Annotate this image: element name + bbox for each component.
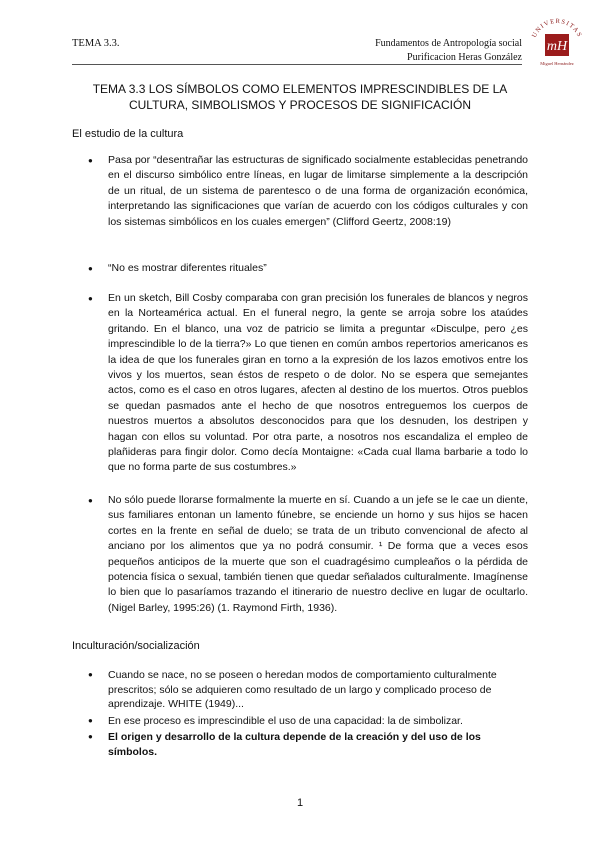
bullet-list-inculturacion [88,668,528,761]
header-author: Purificacion Heras González [407,52,522,63]
document-title: TEMA 3.3 LOS SÍMBOLOS COMO ELEMENTOS IMPRESCINDIBLES DE LA CULTURA, SIMBOLISMOS Y PROCESOS DE SIGNIFICACIÓN [92,82,508,112]
bullet-rituales: ● “No es mostrar diferentes rituales” [88,261,528,276]
header-rule [72,64,522,65]
bullet-cosby: ● En un sketch, Bill Cosby comparaba con gran precisión los funerales de blancos y negros en la Norteamérica actual. En el funeral negro, la gente se arroja sobre los ataúdes gritando. En el blanco, una voz de patricio se limita a preguntar «Disculpe, pero ¿es imprescindible lo de la tierra?» Lo que tienen en común ambos repertorios americanos es la idea de que los funerales giran en torno a la expresión de los lazos emotivos entre los vivos y los muertos, sean éstos de respeto o de dolor. No se espera que semejantes actos, como es el caso en otros lugares, afecten al destino de los muertos. Otros pueblos se quedan pasmados ante el hecho de que nosotros entreguemos los cuerpos de nuestros muertos a absolutos desconocidos para que los desnuden, los destripen y hagan con ellos su voluntad. Por otra parte, a nosotros nos escandaliza el empleo de plañideras para fingir dolor. Como decía Montaigne: «Cada cual llama barbarie a todo lo que no forma parte de sus costumbres.» [88,291,528,476]
header-left: TEMA 3.3. [72,38,120,49]
bullet-list-cosby [88,291,528,476]
bullet-origen-cultura: ● El origen y desarrollo de la cultura depende de la creación y del uso de los símbolos. [88,730,528,759]
bullet-list-rituales [88,261,528,276]
bullet-simbolizar: ● En ese proceso es imprescindible el uso de una capacidad: la de simbolizar. [88,714,528,729]
svg-text:mH: mH [546,39,568,54]
bullet-barley: ● No sólo puede llorarse formalmente la muerte en sí. Cuando a un jefe se le cae un diente, sus familiares entonan un lamento fúnebre, se enciende un horno y sus hijos se hacen cortes en la frente en señal de duelo; se trata de un tributo convencional de afecto al anciano por los alimentos que ya no podrá consumir. ¹ De forma que a veces esos pequeños anticipos de la muerte que son el cuadragésimo cumpleaños o la pérdida de potencia física o sexual, también tienen que quedar señalados culturalmente. Imagínense lo bien que lo pasaríamos trazando el itinerario de nuestro declive en lugar de ocultarlo. (Nigel Barley, 1995:26) (1. Raymond Firth, 1936). [88,493,528,616]
bullet-list-geertz [88,153,528,230]
section-heading-inculturacion: Inculturación/socialización [72,640,200,652]
bullet-list-barley [88,493,528,616]
svg-text:Miguel Hernández: Miguel Hernández [540,61,574,66]
university-logo [526,10,588,72]
header-right [375,37,522,65]
svg-text:UNIVERSITAS: UNIVERSITAS [530,17,584,39]
page-number: 1 [296,797,304,809]
section-heading-estudio: El estudio de la cultura [72,128,184,140]
header-course: Fundamentos de Antropología social [375,38,522,49]
bullet-white: ● Cuando se nace, no se poseen o heredan modos de comportamiento culturalmente prescritos; sólo se adquieren como resultado de un largo y complicado proceso de aprendizaje. WHITE (1949)... [88,668,528,712]
bullet-geertz: ● Pasa por “desentrañar las estructuras de significado socialmente establecidas penetrando en el discurso simbólico entre líneas, en lugar de limitarse simplemente a la descripción de un ritual, de un sistema de parentesco o de una forma de organización económica, interpretando las significaciones que varían de acuerdo con los códigos culturales y con los sistemas simbólicos en los cuales emergen” (Clifford Geertz, 2008:19) [88,153,528,230]
